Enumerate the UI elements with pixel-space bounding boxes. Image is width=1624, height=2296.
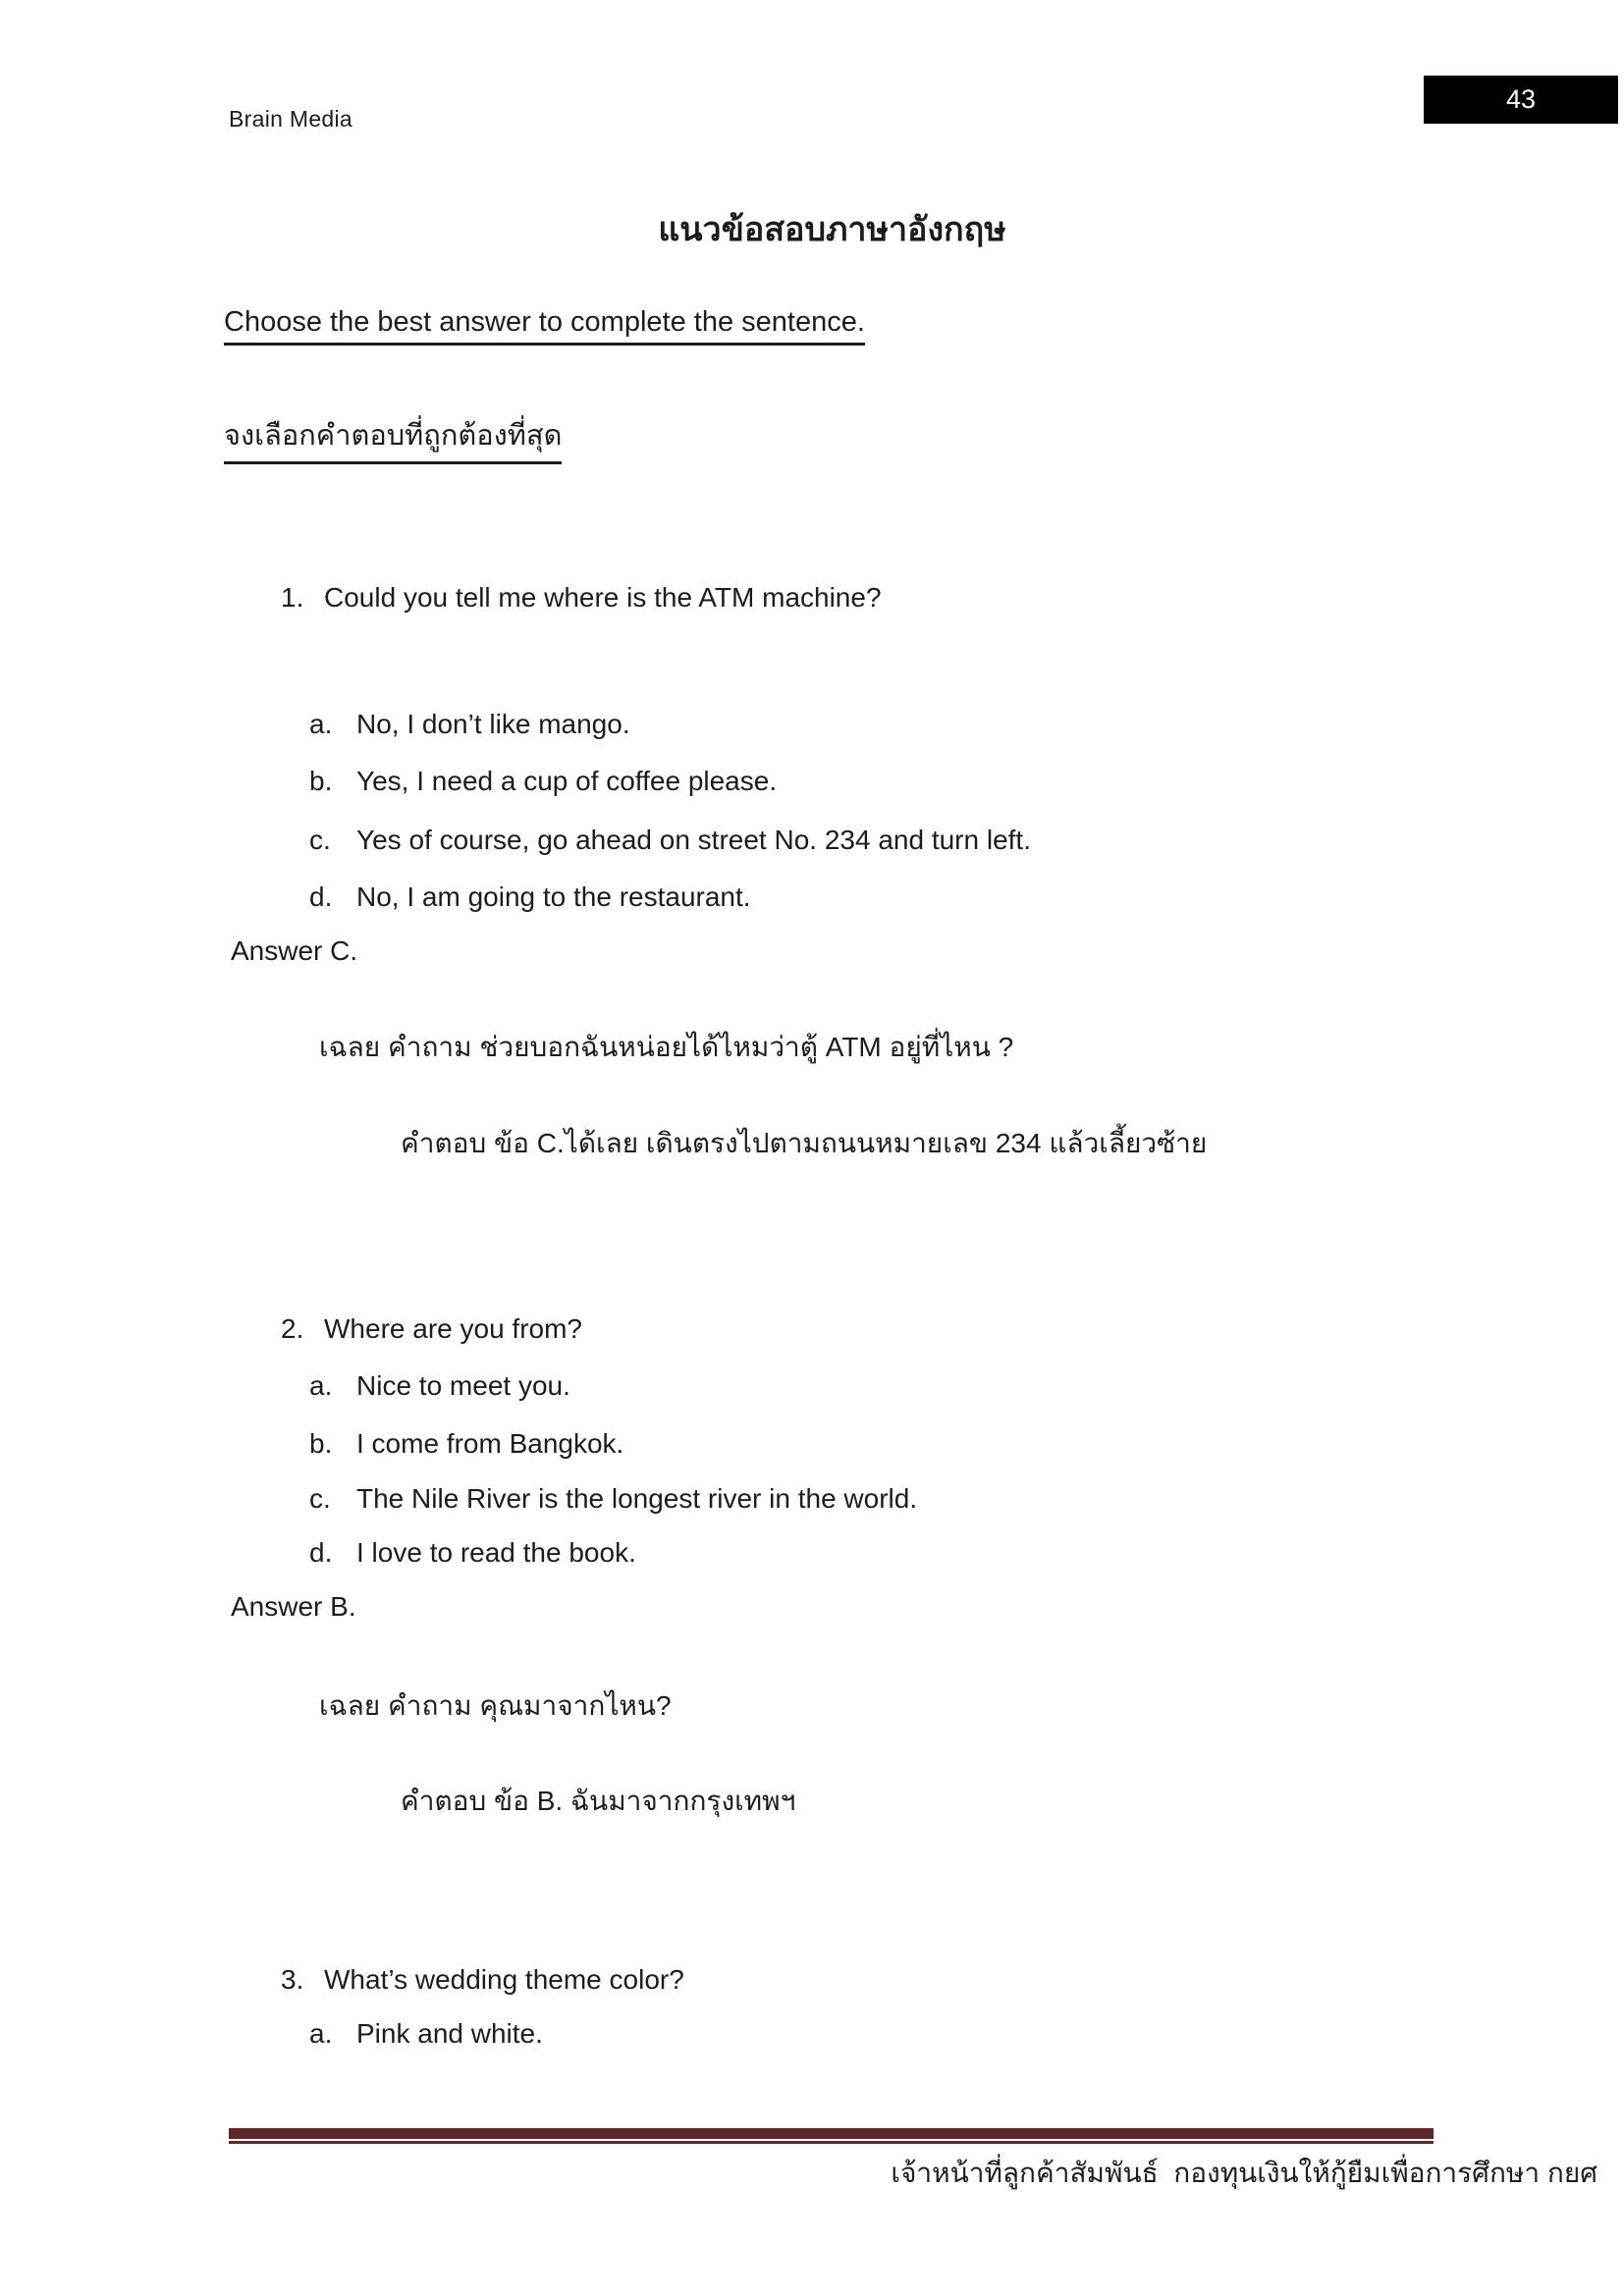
option-letter: c. (309, 1483, 331, 1514)
option-letter: b. (309, 1428, 333, 1459)
question-2-option-b (309, 1428, 623, 1460)
question-3 (281, 1964, 684, 1996)
option-text: I come from Bangkok. (356, 1428, 624, 1459)
option-text: The Nile River is the longest river in the world. (356, 1483, 918, 1514)
option-text: I love to read the book. (356, 1537, 636, 1568)
option-letter: a. (309, 1370, 333, 1401)
option-text: No, I don’t like mango. (356, 709, 630, 739)
option-text: Yes, I need a cup of coffee please. (356, 766, 778, 796)
question-number: 3. (281, 1964, 304, 1995)
question-1 (281, 582, 882, 614)
question-1-option-d (309, 881, 751, 913)
option-letter: a. (309, 709, 333, 739)
option-letter: b. (309, 766, 333, 796)
footer-divider-thick-bar (229, 2128, 1434, 2139)
option-letter: c. (309, 825, 331, 855)
instruction-english (224, 306, 865, 346)
option-text: Pink and white. (356, 2018, 543, 2049)
page-number-box (1424, 76, 1618, 124)
question-1-explanation-answer: คำตอบ ข้อ C.ได้เลย เดินตรงไปตามถนนหมายเลข 234 แล้วเลี้ยวซ้าย (401, 1128, 1208, 1158)
page-number: 43 (1505, 84, 1537, 114)
option-text: No, I am going to the restaurant. (356, 881, 751, 912)
brand-label: Brain Media (229, 106, 353, 132)
question-1-explanation-question: เฉลย คำถาม ช่วยบอกฉันหน่อยได้ไหมว่าตู้ ATM อยู่ที่ไหน ? (319, 1032, 1014, 1062)
question-text: What’s wedding theme color? (324, 1964, 684, 1995)
footer-text: เจ้าหน้าที่ลูกค้าสัมพันธ์ กองทุนเงินให้กู้ยืมเพื่อการศึกษา กยศ (891, 2158, 1597, 2188)
question-text: Could you tell me where is the ATM machine? (324, 582, 882, 613)
option-letter: d. (309, 881, 333, 912)
question-2-explanation-answer: คำตอบ ข้อ B. ฉันมาจากกรุงเทพฯ (401, 1786, 796, 1816)
question-2 (281, 1313, 582, 1345)
question-1-answer: Answer C. (231, 935, 358, 966)
question-1-option-b (309, 766, 777, 797)
option-letter: d. (309, 1537, 333, 1568)
question-3-option-a (309, 2018, 543, 2050)
question-number: 2. (281, 1313, 304, 1344)
question-2-option-a (309, 1370, 570, 1402)
question-number: 1. (281, 582, 304, 613)
question-2-explanation-question: เฉลย คำถาม คุณมาจากไหน? (319, 1690, 672, 1721)
footer-divider (229, 2128, 1434, 2144)
instruction-thai (224, 412, 562, 464)
instruction-thai-text: จงเลือกคำตอบที่ถูกต้องที่สุด (224, 412, 562, 464)
option-text: Yes of course, go ahead on street No. 234 and turn left. (356, 825, 1031, 855)
question-1-option-c (309, 825, 1031, 856)
page-title: แนวข้อสอบภาษาอังกฤษ (658, 211, 1006, 248)
question-text: Where are you from? (324, 1313, 582, 1344)
question-2-option-d (309, 1537, 636, 1569)
question-1-option-a (309, 709, 630, 740)
footer-divider-thin-bar (229, 2141, 1434, 2144)
question-2-option-c (309, 1483, 917, 1515)
instruction-english-text: Choose the best answer to complete the sentence. (224, 306, 865, 346)
question-2-answer: Answer B. (231, 1591, 356, 1622)
option-letter: a. (309, 2018, 333, 2049)
option-text: Nice to meet you. (356, 1370, 570, 1401)
